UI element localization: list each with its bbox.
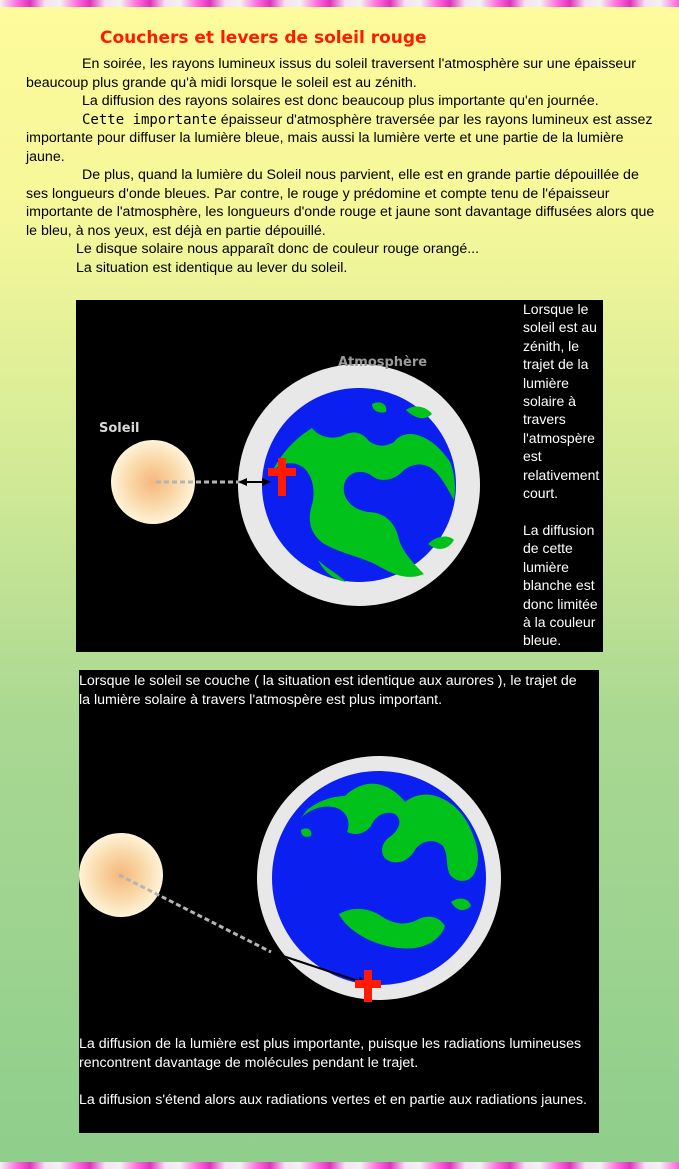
- intro-text: [26, 55, 658, 277]
- paragraph-2: La diffusion des rayons solaires est donc beaucoup plus importante qu'en journée.: [82, 93, 599, 109]
- sunset-note-1: La diffusion de la lumière est plus importante, puisque les radiations lumineuses rencontrent davantage de molécules pendant le trajet.: [79, 1036, 582, 1071]
- zenith-diagram: [76, 300, 603, 652]
- paragraph-4: De plus, quand la lumière du Soleil nous parvient, elle est en grande partie dépouillée de ses longueurs d'onde bleues. Par contre, le rouge y prédomine et compte tenu de l'épaisseur importante de l'atmosphère, les longueurs d'onde rouge et jaune sont davantage diffusées alors que le bleu, à nos yeux, est déjà en partie dépouillé.: [26, 167, 655, 239]
- sunset-note-2: La diffusion s'étend alors aux radiations vertes et en partie aux radiations jaunes.: [79, 1091, 587, 1108]
- page-title: Couchers et levers de soleil rouge: [100, 28, 427, 48]
- decorative-bottom-border: [0, 1162, 679, 1169]
- zenith-side-note: [523, 300, 603, 650]
- atmosphere-label: Atmosphère: [338, 355, 428, 370]
- paragraph-6: La situation est identique au lever du soleil.: [76, 259, 348, 276]
- zenith-note-1: Lorsque le soleil est au zénith, le trajet de la lumière solaire à travers l'atmospère est relativement court.: [523, 301, 600, 502]
- sunset-intro: Lorsque le soleil se couche ( la situation est identique aux aurores ), le trajet de la lumière solaire à travers l'atmospère est plus important.: [79, 673, 577, 708]
- sunset-notes: [79, 1035, 599, 1109]
- paragraph-1: En soirée, les rayons lumineux issus du soleil traversent l'atmosphère sur une épaisseur beaucoup plus grande qu'à midi lorsque le soleil est au zénith.: [26, 56, 636, 91]
- decorative-top-border: [0, 0, 679, 7]
- paragraph-3-rest: épaisseur d'atmosphère traversée par les rayons lumineux est assez importante pour diffuser la lumière bleue, mais aussi la lumière verte et une partie de la lumière jaune.: [26, 111, 653, 165]
- arrow-head-left: [271, 951, 281, 959]
- paragraph-3-lead: Cette importante: [82, 111, 217, 128]
- sunset-diagram: [79, 670, 599, 1133]
- sun-label: Soleil: [99, 421, 140, 436]
- page-background: [0, 7, 679, 1162]
- light-path-dashed: [119, 875, 271, 952]
- paragraph-3: [26, 111, 658, 167]
- paragraph-5: Le disque solaire nous apparaît donc de couleur rouge orangé...: [76, 241, 480, 257]
- zenith-note-2: La diffusion de cette lumière blanche est donc limitée à la couleur bleue.: [523, 521, 598, 649]
